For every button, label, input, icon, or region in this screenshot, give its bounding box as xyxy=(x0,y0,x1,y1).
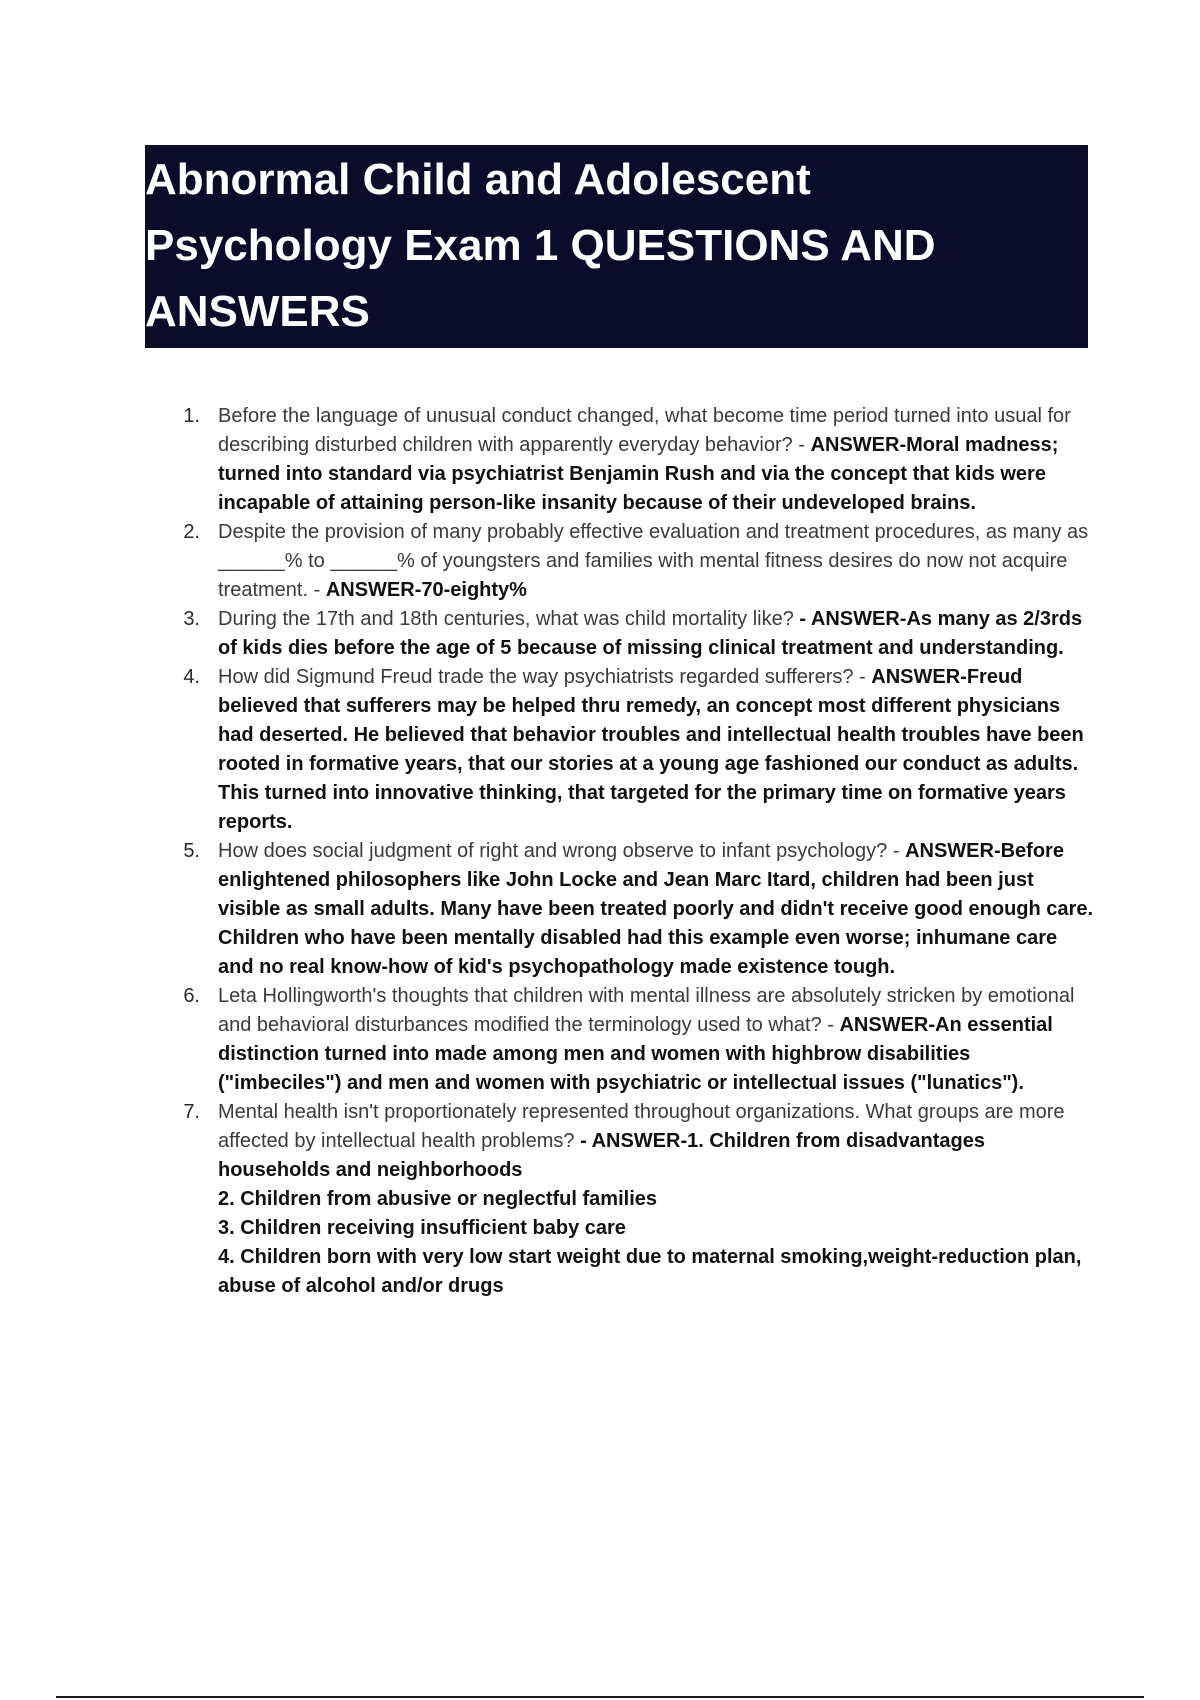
qa-body xyxy=(218,605,1095,663)
question-text: How does social judgment of right and wrong observe to infant psychology? - xyxy=(218,840,906,862)
qa-body xyxy=(218,837,1095,982)
question-text: During the 17th and 18th centuries, what was child mortality like? xyxy=(218,608,800,630)
answer-line: 4. Children born with very low start weight due to maternal smoking,weight-reduction plan, abuse of alcohol and/or drugs xyxy=(218,1246,1082,1297)
question-text: Despite the provision of many probably effective evaluation and treatment procedures, as many as ______% to ______% of youngsters and families with mental fitness desires do now not acquire treatment. - xyxy=(218,521,1089,601)
qa-item-7 xyxy=(160,1098,1095,1301)
question-text: How did Sigmund Freud trade the way psychiatrists regarded sufferers? - xyxy=(218,666,872,688)
title-line-1: Abnormal Child and Adolescent xyxy=(145,155,811,204)
answer-text: - ANSWER-As many as 2/3rds of kids dies before the age of 5 because of missing clinical treatment and understanding. xyxy=(218,608,1083,659)
answer-text: ANSWER-Before enlightened philosophers like John Locke and Jean Marc Itard, children had been just visible as small adults. Many have been treated poorly and didn't receive good enough care. Children who have been mentally disabled had this example even worse; inhumane care and no real know-how of kid's psychopathology made existence tough. xyxy=(218,840,1093,978)
qa-list xyxy=(160,402,1095,1301)
item-number: 3. xyxy=(183,608,200,630)
answer-line: 2. Children from abusive or neglectful families xyxy=(218,1188,657,1210)
answer-text: ANSWER-An essential distinction turned into made among men and women with highbrow disabilities ("imbeciles") and men and women with psychiatric or intellectual issues ("lunatics"). xyxy=(218,1014,1053,1094)
item-number: 7. xyxy=(183,1101,200,1123)
title-line-3: ANSWERS xyxy=(145,287,370,336)
item-number: 6. xyxy=(183,985,200,1007)
item-number: 1. xyxy=(183,405,200,427)
answer-text: ANSWER-70-eighty% xyxy=(325,579,527,601)
answer-text: ANSWER-Moral madness; turned into standard via psychiatrist Benjamin Rush and via the concept that kids were incapable of attaining person-like insanity because of their undeveloped brains. xyxy=(218,434,1059,514)
question-text: Mental health isn't proportionately represented throughout organizations. What groups are more affected by intellectual health problems? xyxy=(218,1101,1065,1152)
qa-item-6 xyxy=(160,982,1095,1098)
item-number: 5. xyxy=(183,840,200,862)
title-line-2: Psychology Exam 1 QUESTIONS AND xyxy=(145,221,936,270)
qa-body xyxy=(218,402,1095,518)
qa-item-3 xyxy=(160,605,1095,663)
question-text: Leta Hollingworth's thoughts that children with mental illness are absolutely stricken by emotional and behavioral disturbances modified the terminology used to what? - xyxy=(218,985,1075,1036)
footer-divider xyxy=(56,1696,1144,1698)
item-number: 4. xyxy=(183,666,200,688)
qa-body xyxy=(218,518,1095,605)
qa-item-2 xyxy=(160,518,1095,605)
qa-item-4 xyxy=(160,663,1095,837)
question-text: Before the language of unusual conduct changed, what become time period turned into usual for describing disturbed children with apparently everyday behavior? - xyxy=(218,405,1071,456)
answer-line: 3. Children receiving insufficient baby care xyxy=(218,1217,626,1239)
answer-text: - ANSWER-1. Children from disadvantages households and neighborhoods xyxy=(218,1130,985,1181)
title-banner xyxy=(145,145,1088,348)
qa-body xyxy=(218,663,1095,837)
item-number: 2. xyxy=(183,521,200,543)
qa-item-5 xyxy=(160,837,1095,982)
qa-body xyxy=(218,982,1095,1098)
qa-body xyxy=(218,1098,1095,1301)
qa-item-1 xyxy=(160,402,1095,518)
document-title xyxy=(145,145,1078,345)
answer-text: ANSWER-Freud believed that sufferers may be helped thru remedy, an concept most different physicians had deserted. He believed that behavior troubles and intellectual health troubles have been rooted in formative years, that our stories at a young age fashioned our conduct as adults. This turned into innovative thinking, that targeted for the primary time on formative years reports. xyxy=(218,666,1084,833)
